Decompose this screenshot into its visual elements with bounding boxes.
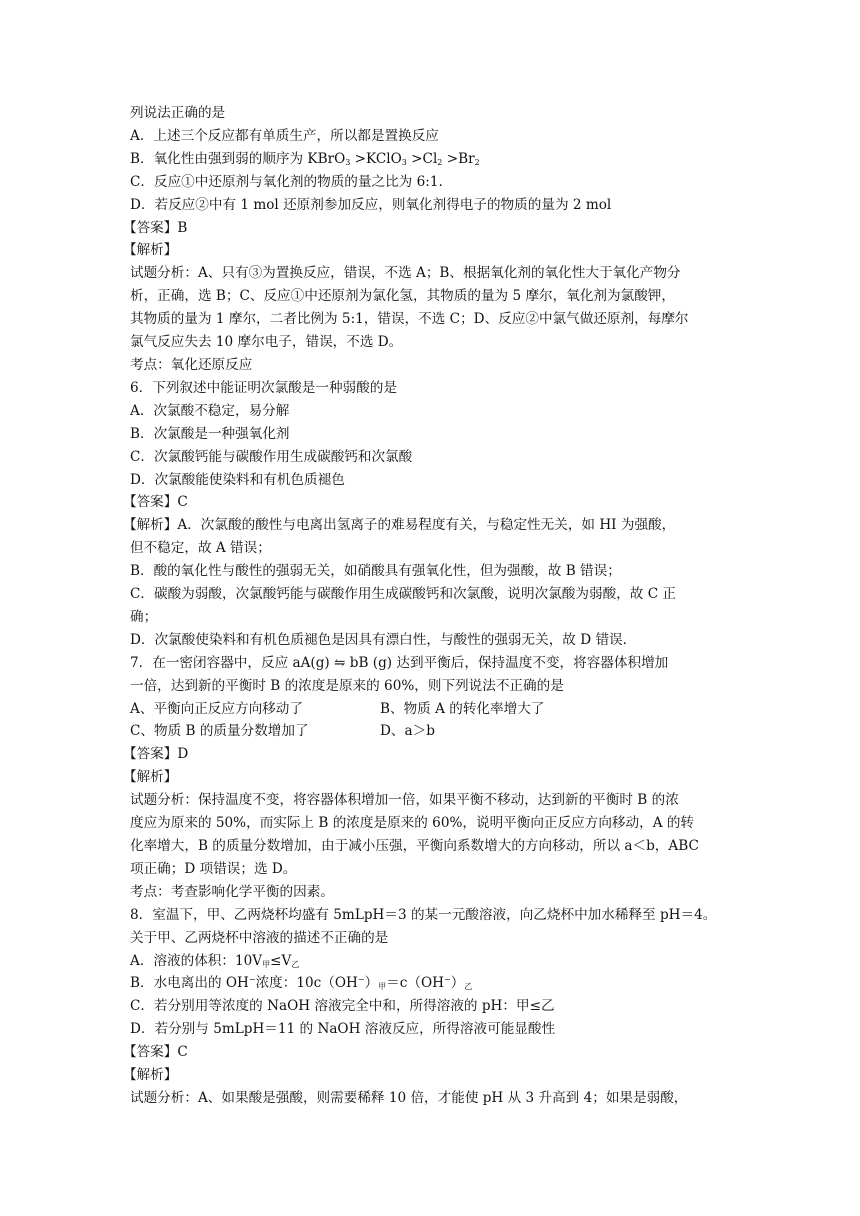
q7-options-row — [130, 698, 730, 721]
document-page — [123, 102, 730, 1110]
q7-analysis-line: 项正确；D 项错误；选 D。 — [130, 860, 297, 877]
q8-option-d: D．若分别与 5mLpH＝11 的 NaOH 溶液反应，所得溶液可能显酸性 — [130, 1021, 556, 1038]
q8-analysis-line: 试题分析：A、如果酸是强酸，则需要稀释 10 倍，才能使 pH 从 3 升高到 4；如果是弱酸， — [130, 1089, 688, 1106]
q6-option-b: B．次氯酸是一种强氧化剂 — [130, 425, 290, 442]
q6-analysis-line: B．酸的氧化性与酸性的强弱无关，如硝酸具有强氧化性，但为强酸，故 B 错误； — [130, 563, 621, 580]
q8-option-a: A．溶液的体积：$10V_甲\le V_乙$ — [130, 952, 300, 969]
q6-option-a: A．次氯酸不稳定，易分解 — [130, 402, 290, 419]
q8-analysis-label: 【解析】 — [123, 1067, 178, 1084]
q6-analysis-line: 确； — [130, 608, 158, 625]
q6-stem: 6．下列叙述中能证明次氯酸是一种弱酸的是 — [130, 379, 397, 396]
q8-stem: 关于甲、乙两烧杯中溶液的描述不正确的是 — [130, 929, 389, 946]
q7-options-row — [130, 720, 730, 743]
q5-option-a: A．上述三个反应都有单质生产，所以都是置换反应 — [130, 127, 439, 144]
q7-stem: 一倍，达到新的平衡时 B 的浓度是原来的 60%，则下列说法不正确的是 — [130, 677, 564, 694]
q5-stem-tail: 列说法正确的是 — [130, 105, 226, 121]
q7-stem: 7．在一密闭容器中，反应 aA(g) ⇋ bB (g) 达到平衡后，保持温度不变，将容器体积增加 — [130, 654, 669, 671]
q7-point: 考点：考查影响化学平衡的因素。 — [130, 883, 334, 900]
q5-analysis-line: 析，正确，选 B；C、反应①中还原剂为氯化氢，其物质的量为 5 摩尔，氧化剂为氯酸钾， — [130, 288, 675, 305]
q5-point: 考点：氧化还原反应 — [130, 356, 253, 373]
q5-option-d: D．若反应②中有 1 mol 还原剂参加反应，则氧化剂得电子的物质的量为 2 mol — [130, 196, 612, 213]
q5-analysis-line: 试题分析：A、只有③为置换反应，错误，不选 A；B、根据氧化剂的氧化性大于氧化产物分 — [130, 265, 681, 282]
q6-option-d: D．次氯酸能使染料和有机色质褪色 — [130, 471, 345, 488]
q6-analysis-line: 但不稳定，故 A 错误； — [130, 540, 271, 557]
q7-option-a: A、平衡向正反应方向移动了 — [130, 700, 303, 717]
q8-answer: 【答案】C — [123, 1044, 188, 1061]
q6-answer: 【答案】C — [123, 494, 188, 511]
q5-option-b: B．氧化性由强到弱的顺序为 KBrO$_3$ >KClO$_3$ $>Cl_2 >Br_2$ — [130, 150, 480, 167]
q7-analysis-line: 试题分析：保持温度不变，将容器体积增加一倍，如果平衡不移动，达到新的平衡时 B 的浓 — [130, 792, 679, 809]
q5-analysis-label: 【解析】 — [123, 242, 178, 259]
q8-option-c: C．若分别用等浓度的 NaOH 溶液完全中和，所得溶液的 pH：甲≤乙 — [130, 998, 555, 1015]
q6-analysis-line: C．碳酸为弱酸，次氯酸钙能与碳酸作用生成碳酸钙和次氯酸，说明次氯酸为弱酸，故 C 正 — [130, 586, 677, 603]
q7-option-b: B、物质 A 的转化率增大了 — [380, 700, 545, 717]
q7-analysis-line: 化率增大，B 的质量分数增加，由于减小压强，平衡向系数增大的方向移动，所以 a＜b，ABC — [130, 838, 699, 854]
q7-analysis-label: 【解析】 — [123, 769, 178, 786]
q7-answer: 【答案】D — [123, 746, 189, 763]
q7-option-c: C、物质 B 的质量分数增加了 — [130, 723, 309, 740]
q6-analysis-line: D．次氯酸使染料和有机色质褪色是因具有漂白性，与酸性的强弱无关，故 D 错误. — [130, 631, 627, 648]
q7-analysis-line: 度应为原来的 50%，而实际上 B 的浓度是原来的 60%，说明平衡向正反应方向移动，A 的转 — [130, 815, 695, 832]
q7-option-d: D、a＞b — [380, 723, 435, 740]
q8-option-b: B．水电离出的 OH−浓度：$10c(OH^-)_甲=c(OH^-)_乙$ — [130, 975, 473, 992]
q5-option-c: C．反应①中还原剂与氧化剂的物质的量之比为 6:1. — [130, 173, 443, 190]
q5-analysis-line: 其物质的量为 1 摩尔，二者比例为 5:1，错误，不选 C；D、反应②中氯气做还原剂，每摩尔 — [130, 311, 689, 328]
q5-answer: 【答案】B — [123, 219, 188, 236]
q6-analysis-line: 【解析】A．次氯酸的酸性与电离出氢离子的难易程度有关，与稳定性无关，如 HI 为强酸， — [123, 517, 676, 534]
q8-stem: 8．室温下，甲、乙两烧杯均盛有 5mLpH＝3 的某一元酸溶液，向乙烧杯中加水稀释至 pH＝4。 — [130, 906, 717, 923]
q6-option-c: C．次氯酸钙能与碳酸作用生成碳酸钙和次氯酸 — [130, 448, 413, 465]
q5-analysis-line: 氯气反应失去 10 摩尔电子，错误，不选 D。 — [130, 334, 403, 351]
